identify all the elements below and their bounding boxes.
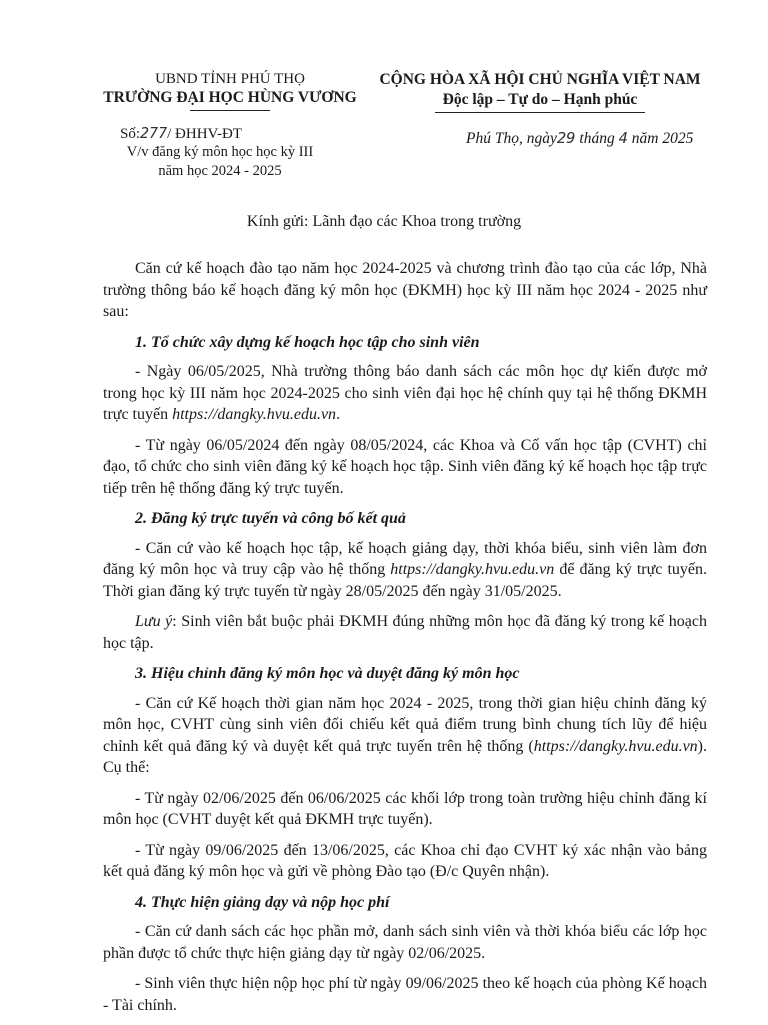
country-name: CỘNG HÒA XÃ HỘI CHỦ NGHĨA VIỆT NAM	[379, 71, 701, 88]
section-1-paragraph-2: - Từ ngày 06/05/2024 đến ngày 08/05/2024, các Khoa và Cố vấn học tập (CVHT) chỉ đạo, tổ chức cho sinh viên đăng ký kế hoạch học tập. Sinh viên đăng ký kế hoạch học tập trực tiếp trên hệ thống đăng ký trực tuyến.	[103, 436, 707, 497]
place-prefix: Phú Thọ, ngày	[466, 130, 557, 147]
document-body	[103, 258, 707, 1025]
s1-p1-text: - Ngày 06/05/2025, Nhà trường thông báo danh sách các môn học dự kiến được mở trong học kỳ III năm học 2024-2025 cho sinh viên đại học hệ chính quy tại hệ thống ĐKMH trực tuyến	[103, 363, 707, 423]
s1-p1-link[interactable]: https://dangky.hvu.edu.vn	[172, 406, 337, 423]
doc-no-suffix: / ĐHHV-ĐT	[167, 126, 242, 142]
section-4-paragraph-1: - Căn cứ danh sách các học phần mở, danh sách sinh viên và thời khóa biểu các lớp học phần được tổ chức thực hiện giảng dạy từ ngày 02/06/2025.	[103, 923, 707, 962]
issuer-university: TRƯỜNG ĐẠI HỌC HÙNG VƯƠNG	[103, 89, 357, 106]
note-label: Lưu ý	[135, 613, 173, 630]
issuer-block	[60, 70, 400, 111]
motto-underline	[435, 112, 645, 113]
s1-p1-end: .	[336, 406, 341, 423]
recipient-line: Kính gửi: Lãnh đạo các Khoa trong trường	[246, 213, 522, 230]
section-3-title: 3. Hiệu chỉnh đăng ký môn học và duyệt đăng ký môn học	[135, 665, 520, 682]
s2-p1-end: để đăng ký trực tuyến. Thời gian đăng ký trực tuyến từ ngày 28/05/2025 đến ngày 31/05/2025.	[103, 561, 708, 600]
s3-p1-link[interactable]: https://dangky.hvu.edu.vn	[533, 737, 698, 755]
s3-p1-text: - Căn cứ Kế hoạch thời gian năm học 2024 - 2025, trong thời gian hiệu chỉnh đăng ký môn học, CVHT cùng sinh viên đối chiếu kết quả điểm trung bình chung tích lũy để hiệu chỉnh kết quả đăng ký và duyệt kết quả trực tuyến trên hệ thống (	[103, 694, 707, 755]
section-3-paragraph-3: - Từ ngày 09/06/2025 đến 13/06/2025, các Khoa chỉ đạo CVHT ký xác nhận vào bảng kết quả đăng ký môn học và gửi về phòng Đào tạo (Đ/c Quyên nhận).	[103, 841, 707, 880]
section-1-paragraph-1	[103, 361, 707, 426]
subject-line-2: năm học 2024 - 2025	[158, 163, 282, 179]
note-text: : Sinh viên bắt buộc phải ĐKMH đúng những môn học đã đăng ký trong kế hoạch học tập.	[103, 613, 707, 652]
section-1-title: 1. Tổ chức xây dựng kế hoạch học tập cho sinh viên	[135, 333, 480, 351]
place-suffix: năm 2025	[627, 130, 694, 147]
doc-no-prefix: Số:	[120, 126, 141, 142]
section-2-note	[103, 611, 707, 654]
national-motto-block	[350, 70, 730, 113]
document-number	[120, 124, 242, 144]
s2-p1-link[interactable]: https://dangky.hvu.edu.vn	[390, 561, 555, 578]
doc-no-handwritten: 277	[140, 124, 168, 142]
day-handwritten: 29	[556, 129, 576, 147]
section-3-paragraph-1	[103, 693, 707, 779]
month-handwritten: 4	[618, 129, 628, 147]
intro-paragraph: Căn cứ kế hoạch đào tạo năm học 2024-2025 và chương trình đào tạo của các lớp, Nhà trường thông báo kế hoạch đăng ký môn học (ĐKMH) học kỳ III năm học 2024 - 2025 như sau:	[103, 260, 707, 320]
issuer-underline	[190, 110, 270, 111]
s3-p1-end: ). Cụ thể:	[103, 737, 707, 776]
section-3-paragraph-2: - Từ ngày 02/06/2025 đến 06/06/2025 các khối lớp trong toàn trường hiệu chỉnh đăng kí môn học (CVHT duyệt kết quả ĐKMH trực tuyến).	[103, 789, 707, 828]
place-middle: tháng	[575, 130, 619, 147]
document-subject	[70, 143, 370, 181]
motto: Độc lập – Tự do – Hạnh phúc	[442, 91, 638, 108]
subject-line-1: V/v đăng ký môn học học kỳ III	[126, 144, 314, 160]
issuer-province: UBND TỈNH PHÚ THỌ	[155, 71, 305, 87]
section-2-title: 2. Đăng ký trực tuyến và công bố kết quả	[135, 510, 406, 527]
section-4-title: 4. Thực hiện giảng dạy và nộp học phí	[135, 893, 390, 911]
section-4-paragraph-2: - Sinh viên thực hiện nộp học phí từ ngày 09/06/2025 theo kế hoạch của phòng Kế hoạch - Tài chính.	[103, 975, 707, 1014]
place-date	[466, 129, 693, 148]
section-2-paragraph-1	[103, 538, 707, 603]
s2-p1-text: - Căn cứ vào kế hoạch học tập, kế hoạch giảng dạy, thời khóa biểu, sinh viên làm đơn đăng ký môn học và truy cập vào hệ thống	[103, 539, 707, 578]
